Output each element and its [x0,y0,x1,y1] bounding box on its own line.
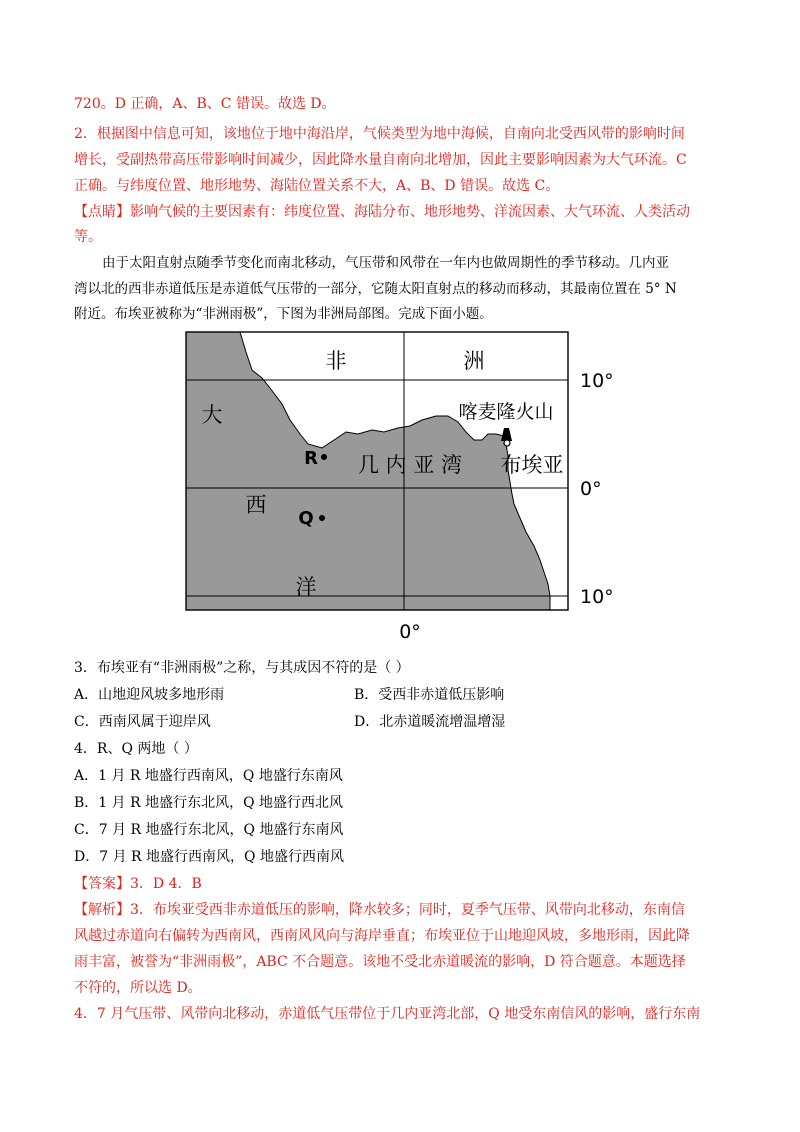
city-label: 布埃亚 [500,453,564,477]
q3-option-c: C．西南风属于迎岸风 [74,714,211,730]
q4-option-c: C．7 月 R 地盛行东北风，Q 地盛行东南风 [74,822,344,838]
answer-line: 正确。与纬度位置、地形地势、海陆位置关系不大，A、B、D 错误。故选 C。 [74,178,560,194]
stem-line: 湾以北的西非赤道低压是赤道低气压带的一部分，它随太阳直射点的移动而移动，其最南位置在 5° N [74,281,677,297]
stem-line: 附近。布埃亚被称为“非洲雨极”，下图为非洲局部图。完成下面小题。 [74,306,493,322]
analysis-line: 风越过赤道向右偏转为西南风，西南风风向与海岸垂直；布埃亚位于山地迎风坡，多地形雨，因此降 [74,928,690,944]
lon-label-0: 0° [399,621,421,643]
answer-line: 2．根据图中信息可知，该地位于地中海沿岸，气候类型为地中海候，自南向北受西风带的影响时间 [74,126,685,142]
point-q-marker [319,515,325,521]
analysis-line: 不符的，所以选 D。 [74,980,202,996]
answer-key: 【答案】3．D 4．B [74,876,202,892]
tip-line: 等。 [74,229,102,245]
lat-label-0: 0° [580,478,602,500]
answer-line: 720。D 正确，A、B、C 错误。故选 D。 [74,96,336,112]
point-r-label: R [304,448,318,469]
q3-option-a: A．山地迎风坡多地形雨 [74,687,225,703]
label-gulf: 几 内 亚 湾 [357,453,463,477]
stem-line: 由于太阳直射点随季节变化而南北移动，气压带和风带在一年内也做周期性的季节移动。几内亚 [102,255,669,271]
q4-option-d: D．7 月 R 地盛行西南风，Q 地盛行西南风 [74,849,344,865]
city-marker [504,440,510,446]
label-yang: 洋 [295,575,317,599]
label-fei: 非 [325,349,347,373]
point-r-marker [321,454,327,460]
volcano-label: 喀麦隆火山 [458,401,554,423]
q3-option-d: D．北赤道暖流增温增湿 [354,714,506,730]
analysis-line: 雨丰富，被誉为“非洲雨极”，ABC 不合题意。该地不受北赤道暖流的影响，D 符合题意。本题选择 [74,954,686,970]
tip-line: 【点睛】影响气候的主要因素有：纬度位置、海陆分布、地形地势、洋流因素、大气环流、人类活动 [74,204,690,220]
point-q-label: Q [298,508,314,529]
analysis-line: 4．7 月气压带、风带向北移动，赤道低气压带位于几内亚湾北部，Q 地受东南信风的影响，盛行东南 [74,1006,701,1022]
africa-map [186,332,614,644]
answer-line: 增长，受副热带高压带影响时间减少，因此降水量自南向北增加，因此主要影响因素为大气环流。C [74,152,687,168]
q4-option-b: B．1 月 R 地盛行东北风，Q 地盛行西北风 [74,795,344,811]
label-xi: 西 [245,493,267,517]
lat-label-10s: 10° [580,586,614,608]
q4-option-a: A．1 月 R 地盛行西南风，Q 地盛行东南风 [74,768,343,784]
label-zhou: 洲 [463,349,485,373]
analysis-line: 【解析】3．布埃亚受西非赤道低压的影响，降水较多；同时，夏季气压带、风带向北移动，东南信 [74,902,685,918]
lat-label-10n: 10° [580,370,614,392]
question-3-stem: 3．布埃亚有“非洲雨极”之称，与其成因不符的是（ ） [74,660,410,676]
q3-option-b: B．受西非赤道低压影响 [354,687,505,703]
question-4-stem: 4．R、Q 两地（ ） [74,741,198,757]
label-da: 大 [201,403,223,427]
